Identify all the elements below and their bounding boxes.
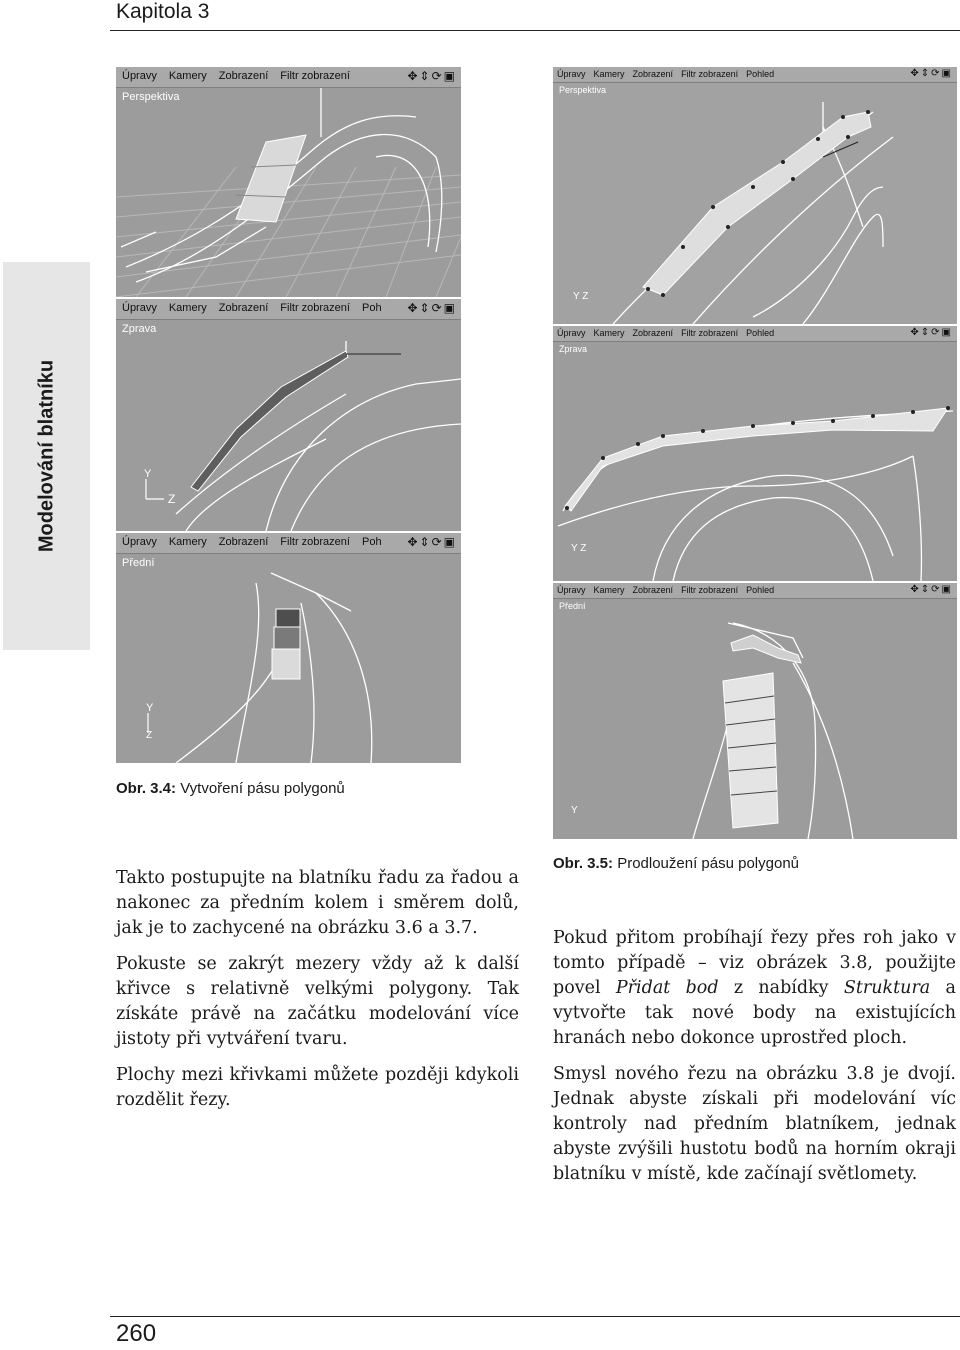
menu-kamery[interactable]: Kamery (593, 585, 625, 595)
svg-text:Y: Y (144, 468, 152, 480)
viewport-menubar (553, 583, 957, 599)
menu-kamery[interactable]: Kamery (168, 536, 207, 548)
viewport-render (116, 533, 461, 763)
menu-pohled[interactable]: Pohled (746, 585, 775, 595)
svg-text:Z: Z (168, 492, 176, 506)
menu-filtr[interactable]: Filtr zobrazení (681, 585, 739, 595)
side-tab-label: Modelování blatníku (35, 359, 57, 553)
menu-kamery[interactable]: Kamery (168, 302, 207, 314)
paragraph: Smysl nového řezu na obrázku 3.8 je dvojí. Jednak abyste získali při modelování víc kontroly nad předním blatníkem, jednak abyste zvýšili hustotu bodů na horním okraji blatníku v místě, kde začínají světlomety. (553, 1064, 956, 1184)
caption-text: Prodloužení pásu polygonů (613, 855, 800, 872)
svg-text:Z: Z (146, 730, 153, 741)
viewport-right-right[interactable] (553, 326, 957, 581)
viewport-title: Přední (559, 601, 586, 611)
command-name: Přidat bod (615, 978, 719, 998)
menu-kamery[interactable]: Kamery (593, 69, 625, 79)
viewport-front-right[interactable] (553, 583, 957, 839)
svg-text:Y Z: Y Z (571, 543, 587, 554)
viewport-menubar (553, 326, 957, 342)
viewport-menubar (553, 67, 957, 83)
paragraph: Takto postupujte na blatníku řadu za řadou a nakonec za předním kolem i směrem dolů, jak je to zachycené na obrázku 3.6 a 3.7. (116, 868, 519, 938)
menu-filtr[interactable]: Filtr zobrazení (681, 328, 739, 338)
side-tab (3, 262, 90, 650)
viewport-menubar (116, 67, 461, 88)
figure-caption-left (116, 780, 345, 797)
viewport-perspective-right[interactable] (553, 67, 957, 324)
menu-pohled[interactable]: Poh (361, 536, 382, 548)
menu-kamery[interactable]: Kamery (593, 328, 625, 338)
caption-number: Obr. 3.4: (116, 780, 177, 797)
viewport-render (553, 67, 957, 324)
figure-caption-right (553, 855, 799, 872)
menu-filtr[interactable]: Filtr zobrazení (280, 70, 350, 82)
viewport-title: Perspektiva (559, 85, 607, 95)
viewport-title: Přední (122, 557, 155, 569)
viewport-menubar (116, 299, 461, 320)
caption-text: Vytvoření pásu polygonů (176, 780, 345, 797)
menu-zobrazeni[interactable]: Zobrazení (218, 302, 269, 314)
viewport-tool-icons[interactable]: ✥⇕⟳▣ (910, 327, 953, 338)
svg-text:Y: Y (146, 702, 154, 714)
menu-name: Struktura (843, 978, 931, 998)
viewport-title: Zprava (559, 344, 588, 354)
footer-rule (110, 1316, 960, 1317)
menu-zobrazeni[interactable]: Zobrazení (218, 70, 269, 82)
menu-pohled[interactable]: Poh (361, 302, 382, 314)
page-number: 260 (116, 1320, 157, 1347)
viewport-menubar (116, 533, 461, 554)
viewport-perspective-left[interactable] (116, 67, 461, 297)
menu-upravy[interactable]: Úpravy (557, 328, 586, 338)
paragraph: Pokuste se zakrýt mezery vždy až k další křivce s relativně velkými polygony. Tak získáte právě na začátku modelování více jistoty při vytváření tvaru. (116, 954, 519, 1049)
menu-upravy[interactable]: Úpravy (122, 536, 157, 548)
svg-text:Y: Y (571, 805, 578, 816)
menu-zobrazeni[interactable]: Zobrazení (632, 69, 674, 79)
menu-zobrazeni[interactable]: Zobrazení (632, 328, 674, 338)
paragraph: Pokud přitom probíhají řezy přes roh jako v tomto případě – viz obrázek 3.8, použijte povel Přidat bod z nabídky Struktura a vytvořte tak nové body na existujících hranách nebo dokonce uprostřed ploch. (553, 928, 956, 1048)
menu-upravy[interactable]: Úpravy (557, 585, 586, 595)
menu-upravy[interactable]: Úpravy (122, 70, 157, 82)
header-rule (110, 30, 960, 31)
text-column-left (116, 866, 519, 1113)
menu-kamery[interactable]: Kamery (168, 70, 207, 82)
viewport-tool-icons[interactable]: ✥⇕⟳▣ (910, 584, 953, 595)
viewport-title: Perspektiva (122, 91, 180, 103)
viewport-tool-icons[interactable]: ✥⇕⟳▣ (407, 535, 457, 549)
menu-zobrazeni[interactable]: Zobrazení (632, 585, 674, 595)
text-column-right (553, 926, 956, 1187)
viewport-render (116, 299, 461, 531)
svg-text:Y Z: Y Z (573, 291, 589, 302)
viewport-right-left[interactable] (116, 299, 461, 531)
menu-zobrazeni[interactable]: Zobrazení (218, 536, 269, 548)
paragraph: Plochy mezi křivkami můžete později kdykoli rozdělit řezy. (116, 1065, 519, 1110)
viewport-render (553, 583, 957, 839)
viewport-title: Zprava (122, 323, 157, 335)
viewport-front-left[interactable] (116, 533, 461, 763)
menu-filtr[interactable]: Filtr zobrazení (681, 69, 739, 79)
viewport-render (553, 326, 957, 581)
menu-filtr[interactable]: Filtr zobrazení (280, 536, 350, 548)
menu-filtr[interactable]: Filtr zobrazení (280, 302, 350, 314)
chapter-title: Kapitola 3 (116, 0, 210, 23)
menu-upravy[interactable]: Úpravy (557, 69, 586, 79)
viewport-tool-icons[interactable]: ✥⇕⟳▣ (910, 68, 953, 79)
menu-pohled[interactable]: Pohled (746, 328, 775, 338)
caption-number: Obr. 3.5: (553, 855, 614, 872)
menu-pohled[interactable]: Pohled (746, 69, 775, 79)
menu-upravy[interactable]: Úpravy (122, 302, 157, 314)
viewport-tool-icons[interactable]: ✥⇕⟳▣ (407, 301, 457, 315)
viewport-tool-icons[interactable]: ✥⇕⟳▣ (407, 69, 457, 83)
